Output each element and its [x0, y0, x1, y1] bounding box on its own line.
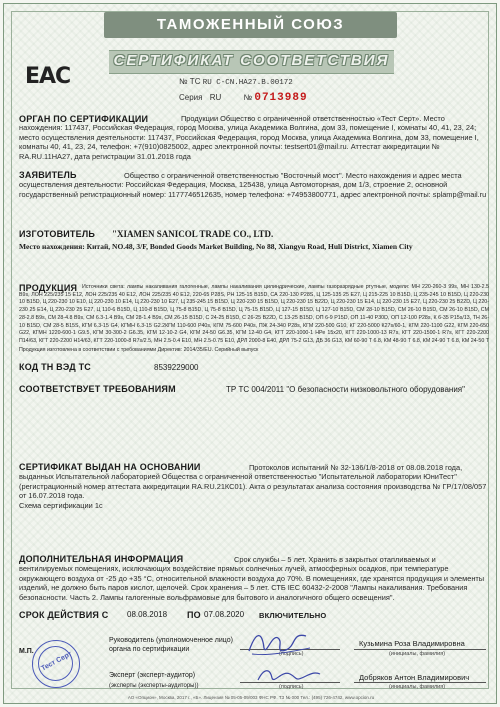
expert-role: Эксперт (эксперт-аудитор): [109, 672, 196, 679]
product-text: Источники света: лампы накаливания галогенные, лампы накаливания цилиндрические, лампы газоразрядные ртутные, модели: МН 220-260-3 99s, МН 130-2.5 В9s, ЛОН 225/235 15 Е12, ЛОН 225/235 40 Е12, ЛОН 225/235 40 Е12, 220-65 Р28S, РН 125-15 В15D, СА 220-130 Р28S, Ц 125-135 25 Е27, Ц 215-225 10 В15D, Ц 235-245 10 В15D, Ц 220-230 10 В15D, Ц 220-230 10 Е10, Ц 220-230 10 Е14, Ц 220-230 10 Е27, Ц 235-245 15 В15D, Ц 220-230 15 В15D, Ц 220-230 15 В22D, Ц 220-230 15 Е14, Ц 220-230 15 Е27, Ц 220-230 25 В22D, Ц 220-230 25 Е14, Ц 220-230 25 Е27, Ц 110-6 В15D, Ц 110-8 В15D, Ц 75-8 В15D, Ц 75-8 В15D, Ц 75-15 В15D, Ц 127-15 В15D, Ц 127-10 В15D, СМ 28-10 В15D, СМ 26-10 В15D, СМ 26-10 В15D, СМ 28-2.8 В9s, СМ 28-4.8 В9s, СМ 6.3-1.4 В9s, СМ 28-1.4 В9s, СМ 26-15 В15D, С 24-25 В15D, С 26-25 В22D, С 13-25 В15D, ОП 6-9 Р15D, ОП 11-40 Р30D, ОП 12-100 Р28s, К 6-35 Р15s/13, ТН 26-10 В15D, СМ 28-5 В15S, КГМ 6.3-15 G4, КГМН 6.3-15 G2.2КГМ 110-600 Р40s, КГМ 75-600 Р40s, ПЖ 24-340 Р28s, КГМ 220-500 G10, КГ 220-5000 К27s/60-1, КГМ 220-1100 G22, КГМ 220-650 G22, КГМН 1220-600-1 G9.5, КГМ 30-300-2 G6.35, КГМ 12-10-2 G4, КГМ 24-50 G6.35, КГМ 12-40 G4, КГТ 220-1000-1 НРе 15x20, КГТ 220-1000-13 R7s, КГТ 220-1500-1 R7s, КГТ 220-2200 П14/63, КГТ 220-2200 Н14/63, КГТ 220-1000-8 R7s/2.5, МН 2.5-0.4 Е10, МН 2.5-0.75 Е10, ДРЛ 2000-8 Е40, ДРЛ 75-2 G13, ДБ 36 G13, КМ 60-90 Т 6.8, КМ 48-90 Т 6.8, КМ 24-90 Т 6.8, КМ 24-50 Т: [19, 284, 489, 344]
tnved-label: КОД ТН ВЭД ТС: [19, 362, 91, 372]
printer-footer: АО «Опцион», Москва, 2017 г., «Б». Лицензия № 05-05-09/003 ФНС РФ. ТЗ № 000 Тел.: (495) 726-4742, www.opcion.ru: [127, 695, 375, 700]
product-serial-note: Продукция изготовлена в соответствии с требованиями Директив: 2014/35/EU. Серийный выпуск: [19, 347, 259, 353]
manufacturer-address: Место нахождения: Китай, NO.48, 3/F, Bonded Goods Market Building, No 88, Xiangyu Road, Huli District, Xiamen City: [19, 242, 413, 251]
validity-inclusive: ВКЛЮЧИТЕЛЬНО: [259, 611, 327, 620]
organ-label: ОРГАН ПО СЕРТИФИКАЦИИ: [19, 114, 149, 124]
head-signature-caption: (подпись): [279, 651, 304, 657]
expert-name: Добряков Антон Владимирович: [359, 673, 470, 682]
tnved-code: 8539229000: [154, 363, 199, 372]
head-signature-icon: [244, 626, 314, 661]
certificate-sheet: [3, 3, 497, 704]
expert-signature-caption: (подпись): [279, 684, 304, 690]
reg-no-label: № ТС: [179, 77, 201, 86]
registration-number-row: [179, 77, 329, 87]
validity-from: 08.08.2018: [127, 610, 168, 619]
certification-scheme: Схема сертификации 1с: [19, 501, 103, 510]
customs-union-banner: ТАМОЖЕННЫЙ СОЮЗ: [104, 12, 397, 38]
mp-label: М.П.: [19, 648, 34, 655]
organ-text: Продукции Общество с ограниченной ответственностью «Тест Серт». Место нахождения: 117437, Российская Федерация, город Москва, улица Академика Волгина, дом 33, помещение I, комнаты 40, 41, 23, 24; место осуществления деятельности: 117437, Российская Федерация, город Москва, улица Академика Волгина, дом 33, помещение I, комнаты 40, 41, 23, 24, телефон: +7(910)0825002, адрес электронной почты: testsert01@mail.ru. Аттестат аккредитации № RA.RU.11HA27, дата регистрации 31.01.2018 года: [19, 114, 479, 161]
series-value: RU: [209, 93, 222, 102]
manufacturer-label: ИЗГОТОВИТЕЛЬ: [19, 229, 96, 239]
head-role: Руководитель (уполномоченное лицо) органа по сертификации: [109, 637, 233, 653]
basis-text: Протоколов испытаний № 32-136/1/8-2018 от 08.08.2018 года, выданных Испытательной лабораторией Общества с ограниченной ответственностью "Испытательной лаборатории ЮниТест" (регистрационный номер аттестата аккредитации RA.RU.21КС01). Акта о результатах анализа состояния производства № ГР/17/08/057 от 16.07.2018 года.: [19, 463, 487, 501]
expert-role-secondary: (эксперты (эксперты-аудиторы)): [109, 683, 199, 689]
certificate-title: СЕРТИФИКАТ СООТВЕТСТВИЯ: [109, 50, 394, 74]
basis-label: СЕРТИФИКАТ ВЫДАН НА ОСНОВАНИИ: [19, 462, 201, 472]
reg-no-value: RU C-CN.HA27.B.00172: [202, 79, 293, 87]
validity-to: 07.08.2020: [204, 610, 245, 619]
series-number-row: [179, 92, 339, 106]
serial-number: 0713989: [254, 92, 308, 104]
number-label: №: [243, 93, 253, 102]
organ-stamp-icon: Тест Серт: [32, 640, 80, 688]
manufacturer-name: "XIAMEN SANICOL TRADE CO., LTD.: [112, 229, 274, 239]
head-name-caption: (инициалы, фамилия): [389, 651, 446, 657]
series-label: Серия: [179, 93, 203, 102]
additional-label: ДОПОЛНИТЕЛЬНАЯ ИНФОРМАЦИЯ: [19, 554, 184, 564]
expert-signature-icon: [254, 664, 324, 686]
applicant-text: Общество с ограниченной ответственностью "Восточный мост". Место нахождения и адрес места осуществления деятельности: Российская Федерация, Москва, 125438, улица Автомоторная, дом 1/3, строение 2, основной государственный регистрационный номер: 1177746512635, номер телефона: +74953800771, адрес электронной почты: splamp@mail.ru: [19, 171, 487, 199]
eac-logo-icon: EAC: [25, 64, 71, 89]
validity-to-label: ПО: [187, 610, 201, 620]
compliance-standard: ТР ТС 004/2011 "О безопасности низковольтного оборудования": [226, 385, 465, 394]
head-name: Кузьмина Роза Владимировна: [359, 639, 465, 648]
additional-text: Срок службы – 5 лет. Хранить в закрытых отапливаемых и вентилируемых помещениях, исключающих воздействие прямых солнечных лучей, атмосферных осадков, при температуре окружающего воздуха от -25 до +35 °С, относительной влажности воздуха до 70%. В помещениях, где хранятся продукция и элементы изделий, не должно быть паров кислот, щелочей. Срок хранения – 5 лет. СТБ IEC 60432-2-2008 "Лампы накаливания. Требования безопасности. Часть 2. Лампы галогенные вольфрамовые для бытового и аналогичного общего освещения".: [19, 555, 485, 602]
product-label: ПРОДУКЦИЯ: [19, 283, 78, 293]
applicant-label: ЗАЯВИТЕЛЬ: [19, 170, 77, 180]
compliance-label: СООТВЕТСТВУЕТ ТРЕБОВАНИЯМ: [19, 384, 176, 394]
expert-name-caption: (инициалы, фамилия): [389, 684, 446, 690]
validity-label: СРОК ДЕЙСТВИЯ С: [19, 610, 109, 620]
